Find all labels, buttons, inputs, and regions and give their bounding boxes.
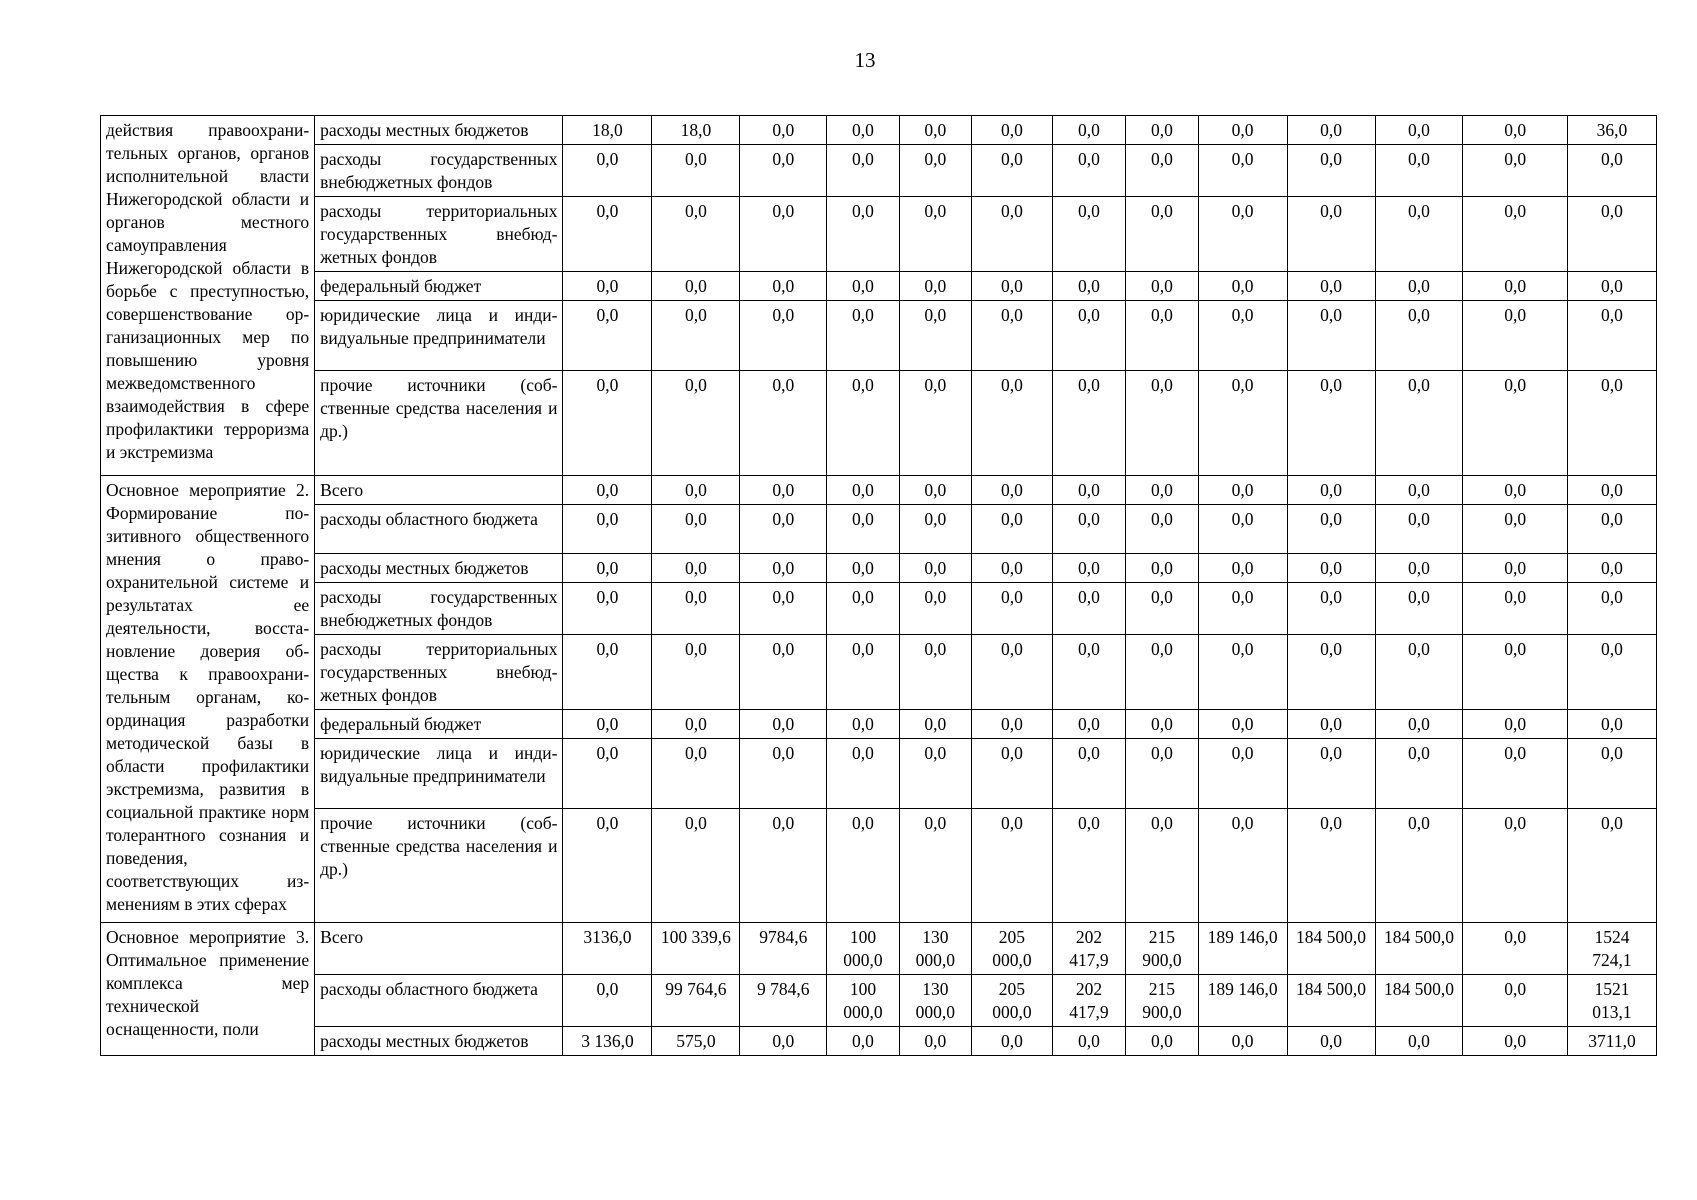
table-row	[101, 272, 1657, 301]
event-description: действия правоохранительных органов, органов исполнительной власти Нижегородской области и органов местного самоуправления Нижегородской области в борьбе с преступностью, совершенствование организационных мер по повышению уровня межведомственного взаимодействия в сфере профилактики терроризма и экстремизма	[101, 116, 315, 476]
value-cell: 184 500,0	[1287, 975, 1375, 1027]
value-cell: 0,0	[1198, 301, 1287, 371]
value-cell: 0,0	[652, 476, 740, 505]
value-cell: 0,0	[563, 635, 652, 710]
value-cell: 0,0	[1126, 371, 1198, 476]
value-cell: 0,0	[899, 739, 971, 809]
value-cell: 0,0	[563, 975, 652, 1027]
value-cell: 0,0	[1287, 272, 1375, 301]
value-cell: 0,0	[740, 272, 827, 301]
value-cell: 0,0	[1287, 197, 1375, 272]
value-cell: 0,0	[899, 197, 971, 272]
value-cell: 0,0	[1567, 809, 1656, 923]
value-cell: 0,0	[1126, 635, 1198, 710]
value-cell: 0,0	[1567, 635, 1656, 710]
event-description: Основное мероприятие 3. Оптимальное применение комплекса мер технической оснащенности, поли	[101, 923, 315, 1056]
value-cell: 0,0	[1375, 476, 1463, 505]
value-cell: 0,0	[827, 116, 899, 145]
value-cell: 0,0	[1287, 145, 1375, 197]
table-row	[101, 145, 1657, 197]
value-cell: 0,0	[740, 739, 827, 809]
value-cell: 0,0	[972, 710, 1053, 739]
value-cell: 0,0	[740, 197, 827, 272]
value-cell: 0,0	[563, 301, 652, 371]
funding-source: Всего	[315, 476, 563, 505]
value-cell: 0,0	[1375, 116, 1463, 145]
value-cell: 0,0	[1463, 975, 1567, 1027]
value-cell: 0,0	[1126, 145, 1198, 197]
value-cell: 0,0	[563, 145, 652, 197]
value-cell: 0,0	[827, 301, 899, 371]
funding-source: расходы государственных внебюджетных фондов	[315, 145, 563, 197]
value-cell: 215 900,0	[1126, 923, 1198, 975]
value-cell: 0,0	[899, 809, 971, 923]
value-cell: 0,0	[1198, 739, 1287, 809]
funding-source: расходы местных бюджетов	[315, 116, 563, 145]
value-cell: 0,0	[563, 710, 652, 739]
table-row	[101, 710, 1657, 739]
value-cell: 0,0	[1198, 635, 1287, 710]
value-cell: 0,0	[827, 371, 899, 476]
value-cell: 0,0	[563, 505, 652, 554]
value-cell: 0,0	[652, 635, 740, 710]
value-cell: 0,0	[827, 809, 899, 923]
value-cell: 0,0	[1375, 301, 1463, 371]
funding-source: прочие источники (собственные средства населения и др.)	[315, 371, 563, 476]
value-cell: 0,0	[740, 116, 827, 145]
value-cell: 0,0	[1375, 635, 1463, 710]
value-cell: 0,0	[1375, 371, 1463, 476]
value-cell: 0,0	[740, 301, 827, 371]
value-cell: 9784,6	[740, 923, 827, 975]
value-cell: 0,0	[740, 371, 827, 476]
value-cell: 0,0	[1287, 635, 1375, 710]
value-cell: 0,0	[563, 272, 652, 301]
value-cell: 99 764,6	[652, 975, 740, 1027]
value-cell: 0,0	[1567, 476, 1656, 505]
funding-source: федеральный бюджет	[315, 710, 563, 739]
value-cell: 0,0	[740, 635, 827, 710]
table-row	[101, 197, 1657, 272]
value-cell: 100 000,0	[827, 975, 899, 1027]
table-row	[101, 923, 1657, 975]
funding-source: расходы местных бюджетов	[315, 554, 563, 583]
value-cell: 189 146,0	[1198, 975, 1287, 1027]
value-cell: 1524 724,1	[1567, 923, 1656, 975]
value-cell: 0,0	[899, 505, 971, 554]
value-cell: 0,0	[899, 554, 971, 583]
value-cell: 202 417,9	[1052, 975, 1125, 1027]
value-cell: 0,0	[1198, 1027, 1287, 1056]
value-cell: 0,0	[899, 301, 971, 371]
value-cell: 0,0	[1126, 1027, 1198, 1056]
value-cell: 0,0	[563, 583, 652, 635]
value-cell: 0,0	[899, 710, 971, 739]
table-row	[101, 1027, 1657, 1056]
value-cell: 0,0	[972, 635, 1053, 710]
table-row	[101, 371, 1657, 476]
value-cell: 184 500,0	[1375, 923, 1463, 975]
value-cell: 0,0	[1375, 272, 1463, 301]
value-cell: 0,0	[1052, 554, 1125, 583]
value-cell: 0,0	[1198, 476, 1287, 505]
value-cell: 0,0	[899, 272, 971, 301]
value-cell: 0,0	[652, 554, 740, 583]
value-cell: 0,0	[1375, 145, 1463, 197]
value-cell: 0,0	[740, 554, 827, 583]
value-cell: 0,0	[1567, 272, 1656, 301]
value-cell: 0,0	[740, 1027, 827, 1056]
value-cell: 0,0	[1052, 371, 1125, 476]
value-cell: 0,0	[1567, 739, 1656, 809]
funding-source: расходы государственных внебюджетных фондов	[315, 583, 563, 635]
value-cell: 0,0	[827, 1027, 899, 1056]
value-cell: 130 000,0	[899, 975, 971, 1027]
value-cell: 575,0	[652, 1027, 740, 1056]
value-cell: 0,0	[1052, 476, 1125, 505]
value-cell: 0,0	[1052, 635, 1125, 710]
value-cell: 0,0	[1287, 809, 1375, 923]
table-row	[101, 975, 1657, 1027]
value-cell: 0,0	[1126, 197, 1198, 272]
value-cell: 9 784,6	[740, 975, 827, 1027]
funding-source: федеральный бюджет	[315, 272, 563, 301]
value-cell: 0,0	[1567, 554, 1656, 583]
value-cell: 0,0	[1463, 272, 1567, 301]
value-cell: 0,0	[1287, 476, 1375, 505]
value-cell: 0,0	[827, 145, 899, 197]
value-cell: 0,0	[1052, 301, 1125, 371]
value-cell: 0,0	[899, 635, 971, 710]
funding-source: юридические лица и индивидуальные предприниматели	[315, 739, 563, 809]
value-cell: 0,0	[827, 635, 899, 710]
value-cell: 0,0	[1567, 145, 1656, 197]
value-cell: 0,0	[1126, 505, 1198, 554]
funding-source: расходы местных бюджетов	[315, 1027, 563, 1056]
value-cell: 0,0	[1375, 739, 1463, 809]
value-cell: 0,0	[652, 371, 740, 476]
value-cell: 0,0	[1198, 809, 1287, 923]
table-row	[101, 635, 1657, 710]
value-cell: 1521 013,1	[1567, 975, 1656, 1027]
value-cell: 3 136,0	[563, 1027, 652, 1056]
value-cell: 0,0	[563, 554, 652, 583]
value-cell: 0,0	[1463, 739, 1567, 809]
value-cell: 0,0	[652, 739, 740, 809]
table-row	[101, 809, 1657, 923]
value-cell: 0,0	[972, 739, 1053, 809]
value-cell: 0,0	[1375, 197, 1463, 272]
funding-source: расходы областного бюджета	[315, 505, 563, 554]
value-cell: 0,0	[1052, 710, 1125, 739]
value-cell: 0,0	[652, 272, 740, 301]
value-cell: 0,0	[1463, 554, 1567, 583]
event-description: Основное мероприятие 2. Формирование позитивного общественного мнения о правоохранительной системе и результатах ее деятельности, восстановление доверия общества к правоохранительным органам, координация разработки методической базы в области профилактики экстремизма, развития в социальной практике норм толерантного сознания и поведения, соответствующих изменениям в этих сферах	[101, 476, 315, 923]
value-cell: 0,0	[827, 505, 899, 554]
value-cell: 0,0	[1052, 197, 1125, 272]
value-cell: 0,0	[827, 710, 899, 739]
value-cell: 0,0	[1052, 583, 1125, 635]
value-cell: 0,0	[972, 505, 1053, 554]
value-cell: 0,0	[1198, 710, 1287, 739]
table-row	[101, 116, 1657, 145]
value-cell: 0,0	[740, 809, 827, 923]
table-row	[101, 476, 1657, 505]
value-cell: 0,0	[652, 145, 740, 197]
value-cell: 0,0	[1126, 583, 1198, 635]
value-cell: 0,0	[563, 809, 652, 923]
value-cell: 0,0	[1198, 505, 1287, 554]
value-cell: 0,0	[1463, 635, 1567, 710]
value-cell: 0,0	[563, 476, 652, 505]
value-cell: 0,0	[899, 371, 971, 476]
value-cell: 205 000,0	[972, 975, 1053, 1027]
value-cell: 215 900,0	[1126, 975, 1198, 1027]
value-cell: 0,0	[972, 145, 1053, 197]
value-cell: 0,0	[827, 554, 899, 583]
value-cell: 0,0	[652, 197, 740, 272]
value-cell: 0,0	[563, 739, 652, 809]
value-cell: 0,0	[1287, 116, 1375, 145]
value-cell: 0,0	[972, 554, 1053, 583]
value-cell: 0,0	[972, 371, 1053, 476]
value-cell: 36,0	[1567, 116, 1656, 145]
value-cell: 0,0	[1463, 583, 1567, 635]
value-cell: 0,0	[740, 710, 827, 739]
value-cell: 0,0	[1052, 809, 1125, 923]
value-cell: 0,0	[1198, 197, 1287, 272]
value-cell: 0,0	[563, 197, 652, 272]
funding-source: расходы территориальных государственных внебюджетных фондов	[315, 197, 563, 272]
value-cell: 0,0	[899, 145, 971, 197]
value-cell: 0,0	[1375, 505, 1463, 554]
value-cell: 0,0	[1126, 739, 1198, 809]
page-number: 13	[854, 48, 876, 72]
value-cell: 0,0	[827, 583, 899, 635]
value-cell: 0,0	[1126, 116, 1198, 145]
value-cell: 0,0	[1463, 923, 1567, 975]
funding-source: юридические лица и индивидуальные предприниматели	[315, 301, 563, 371]
value-cell: 0,0	[1463, 301, 1567, 371]
value-cell: 0,0	[1375, 809, 1463, 923]
value-cell: 0,0	[1463, 476, 1567, 505]
table-row	[101, 739, 1657, 809]
funding-source: Всего	[315, 923, 563, 975]
value-cell: 0,0	[1567, 371, 1656, 476]
value-cell: 130 000,0	[899, 923, 971, 975]
value-cell: 3711,0	[1567, 1027, 1656, 1056]
value-cell: 0,0	[972, 1027, 1053, 1056]
value-cell: 0,0	[1287, 554, 1375, 583]
value-cell: 0,0	[972, 809, 1053, 923]
value-cell: 0,0	[1375, 710, 1463, 739]
value-cell: 0,0	[652, 583, 740, 635]
value-cell: 0,0	[1463, 145, 1567, 197]
value-cell: 0,0	[652, 809, 740, 923]
value-cell: 0,0	[1463, 710, 1567, 739]
value-cell: 0,0	[1567, 583, 1656, 635]
value-cell: 0,0	[740, 476, 827, 505]
value-cell: 0,0	[1463, 197, 1567, 272]
value-cell: 184 500,0	[1287, 923, 1375, 975]
value-cell: 18,0	[652, 116, 740, 145]
value-cell: 0,0	[899, 116, 971, 145]
value-cell: 0,0	[899, 476, 971, 505]
value-cell: 0,0	[972, 197, 1053, 272]
value-cell: 0,0	[1198, 272, 1287, 301]
value-cell: 0,0	[1052, 145, 1125, 197]
value-cell: 0,0	[740, 505, 827, 554]
table-row	[101, 554, 1657, 583]
value-cell: 0,0	[1126, 554, 1198, 583]
value-cell: 0,0	[827, 272, 899, 301]
value-cell: 0,0	[652, 505, 740, 554]
value-cell: 0,0	[827, 739, 899, 809]
value-cell: 18,0	[563, 116, 652, 145]
value-cell: 0,0	[740, 583, 827, 635]
value-cell: 0,0	[1375, 554, 1463, 583]
value-cell: 184 500,0	[1375, 975, 1463, 1027]
value-cell: 0,0	[1052, 116, 1125, 145]
value-cell: 0,0	[652, 710, 740, 739]
funding-source: прочие источники (собственные средства населения и др.)	[315, 809, 563, 923]
value-cell: 0,0	[1287, 371, 1375, 476]
value-cell: 0,0	[1463, 505, 1567, 554]
value-cell: 100 000,0	[827, 923, 899, 975]
value-cell: 0,0	[1375, 1027, 1463, 1056]
value-cell: 0,0	[972, 583, 1053, 635]
value-cell: 0,0	[1198, 371, 1287, 476]
value-cell: 0,0	[972, 116, 1053, 145]
value-cell: 0,0	[1052, 1027, 1125, 1056]
value-cell: 0,0	[1375, 583, 1463, 635]
value-cell: 0,0	[1463, 371, 1567, 476]
value-cell: 0,0	[1198, 583, 1287, 635]
value-cell: 0,0	[1198, 554, 1287, 583]
value-cell: 0,0	[1198, 116, 1287, 145]
value-cell: 0,0	[1463, 809, 1567, 923]
budget-table	[100, 115, 1657, 1056]
value-cell: 0,0	[563, 371, 652, 476]
value-cell: 0,0	[1287, 710, 1375, 739]
value-cell: 0,0	[1287, 583, 1375, 635]
value-cell: 0,0	[1126, 710, 1198, 739]
value-cell: 0,0	[1198, 145, 1287, 197]
value-cell: 0,0	[827, 197, 899, 272]
funding-source: расходы территориальных государственных внебюджетных фондов	[315, 635, 563, 710]
value-cell: 0,0	[972, 301, 1053, 371]
table-row	[101, 583, 1657, 635]
value-cell: 0,0	[1126, 301, 1198, 371]
value-cell: 0,0	[1567, 505, 1656, 554]
value-cell: 189 146,0	[1198, 923, 1287, 975]
value-cell: 0,0	[1126, 272, 1198, 301]
table-row	[101, 301, 1657, 371]
funding-source: расходы областного бюджета	[315, 975, 563, 1027]
value-cell: 0,0	[827, 476, 899, 505]
value-cell: 0,0	[1567, 197, 1656, 272]
value-cell: 100 339,6	[652, 923, 740, 975]
value-cell: 0,0	[1052, 272, 1125, 301]
value-cell: 205 000,0	[972, 923, 1053, 975]
value-cell: 0,0	[899, 1027, 971, 1056]
value-cell: 0,0	[1287, 505, 1375, 554]
value-cell: 0,0	[1126, 809, 1198, 923]
value-cell: 0,0	[1287, 1027, 1375, 1056]
value-cell: 0,0	[652, 301, 740, 371]
value-cell: 0,0	[1052, 739, 1125, 809]
value-cell: 0,0	[972, 272, 1053, 301]
value-cell: 0,0	[1052, 505, 1125, 554]
value-cell: 0,0	[972, 476, 1053, 505]
value-cell: 0,0	[740, 145, 827, 197]
value-cell: 0,0	[1567, 301, 1656, 371]
value-cell: 202 417,9	[1052, 923, 1125, 975]
value-cell: 0,0	[1463, 116, 1567, 145]
value-cell: 0,0	[1567, 710, 1656, 739]
value-cell: 0,0	[1287, 739, 1375, 809]
value-cell: 0,0	[1463, 1027, 1567, 1056]
table-row	[101, 505, 1657, 554]
value-cell: 0,0	[899, 583, 971, 635]
value-cell: 0,0	[1287, 301, 1375, 371]
value-cell: 3136,0	[563, 923, 652, 975]
value-cell: 0,0	[1126, 476, 1198, 505]
